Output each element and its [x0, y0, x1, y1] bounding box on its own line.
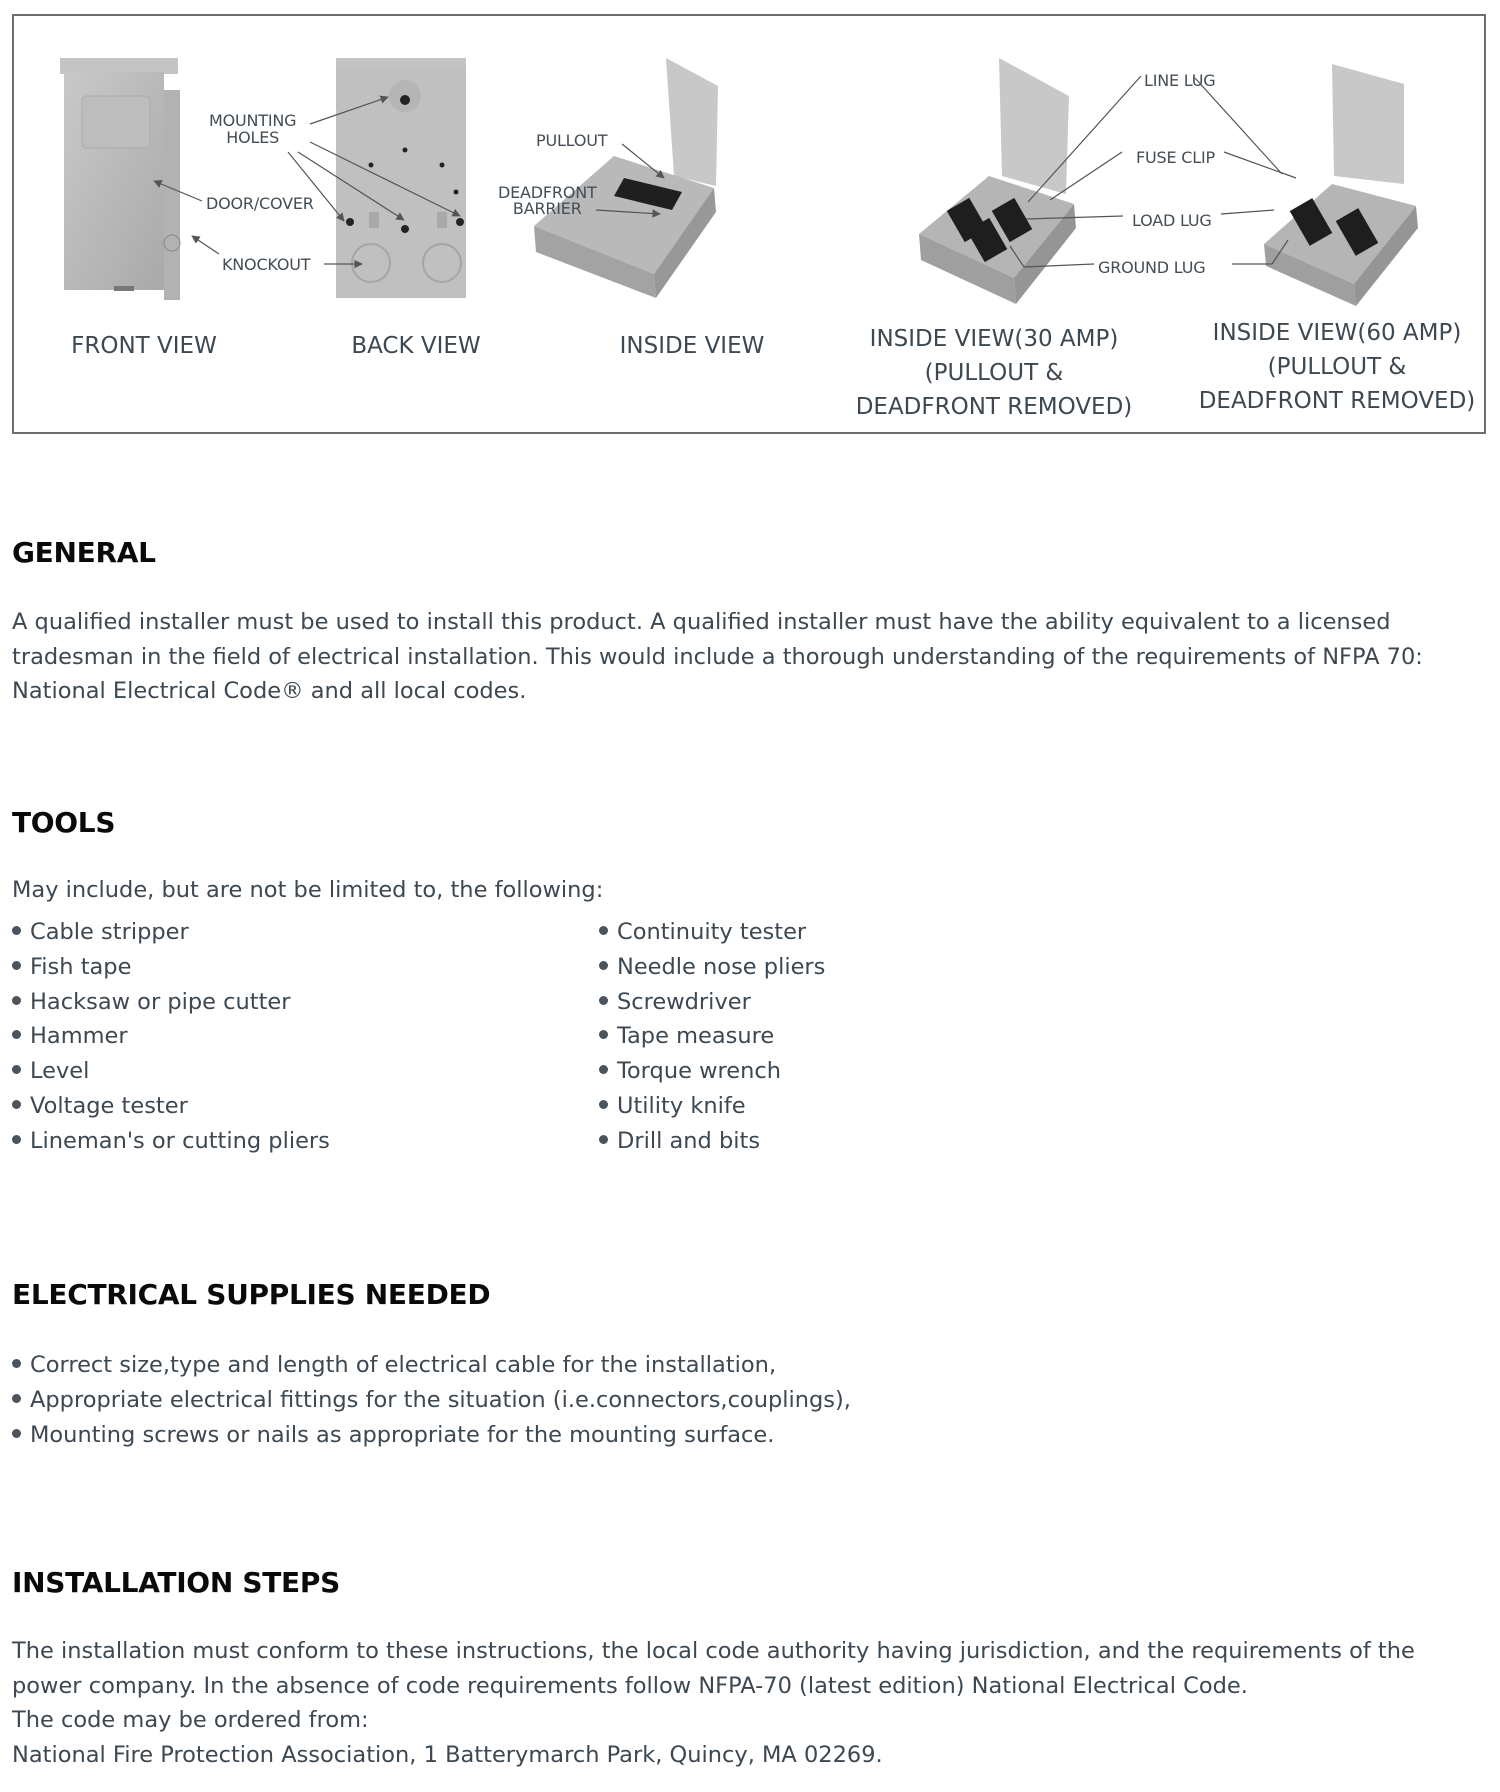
heading-general: GENERAL [12, 536, 156, 569]
tools-list-left [12, 915, 330, 1159]
caption-line: FRONT VIEW [71, 333, 217, 359]
caption-inside-view-60amp [1187, 316, 1487, 418]
tools-list-right [599, 915, 825, 1159]
tool-label: Screwdriver [617, 988, 751, 1015]
callout-deadfront-line1: DEADFRONT [498, 183, 597, 202]
tool-label: Needle nose pliers [617, 953, 826, 980]
supply-label: Mounting screws or nails as appropriate for the mounting surface. [30, 1421, 775, 1448]
list-item [599, 1124, 825, 1159]
callout-fuse-clip: FUSE CLIP [1136, 148, 1215, 167]
list-item [12, 1418, 851, 1453]
bullet-icon [599, 996, 608, 1005]
bullet-icon [599, 926, 608, 935]
list-item [599, 1054, 825, 1089]
tool-label: Cable stripper [30, 919, 189, 945]
tool-label: Voltage tester [30, 1092, 188, 1119]
list-item [599, 950, 825, 985]
installation-line: The installation must conform to these instructions, the local code authority having jurisdiction, and the requirements of the power company. In the absence of code requirements follow NFPA-70 (latest edition) National Electrical Code. [12, 1638, 1415, 1699]
tool-label: Hammer [30, 1023, 128, 1050]
caption-front-view [44, 329, 244, 363]
caption-inside-view [592, 329, 792, 363]
tool-label: Continuity tester [617, 919, 807, 945]
tool-label: Torque wrench [617, 1058, 781, 1085]
callout-ground-lug: GROUND LUG [1098, 258, 1206, 277]
caption-line: INSIDE VIEW [619, 333, 765, 359]
caption-line: INSIDE VIEW(60 AMP) [1212, 320, 1462, 346]
installation-line: National Fire Protection Association, 1 Batterymarch Park, Quincy, MA 02269. [12, 1741, 883, 1768]
caption-line: DEADFRONT REMOVED) [855, 394, 1133, 420]
list-item [599, 1089, 825, 1124]
list-item [599, 1019, 825, 1054]
tool-label: Tape measure [617, 1023, 775, 1050]
list-item [12, 1089, 330, 1124]
tool-label: Drill and bits [617, 1127, 761, 1154]
product-views-figure [12, 14, 1486, 434]
heading-installation-steps: INSTALLATION STEPS [12, 1566, 340, 1599]
bullet-icon [12, 1429, 21, 1438]
bullet-icon [12, 1359, 21, 1368]
supplies-list [12, 1348, 851, 1452]
bullet-icon [12, 1135, 21, 1144]
bullet-icon [12, 1394, 21, 1403]
list-item [12, 1124, 330, 1159]
bullet-icon [12, 961, 21, 970]
list-item [12, 950, 330, 985]
installation-body [12, 1634, 1487, 1772]
callout-line-lug: LINE LUG [1144, 71, 1216, 90]
tool-label: Lineman's or cutting pliers [30, 1127, 330, 1154]
list-item [599, 985, 825, 1020]
callout-mounting-line1: MOUNTING [209, 111, 297, 130]
callout-deadfront-barrier [498, 184, 597, 217]
bullet-icon [599, 1100, 608, 1109]
inside-view-enclosure [534, 58, 718, 298]
callout-mounting-line2: HOLES [226, 128, 280, 147]
bullet-icon [12, 926, 21, 935]
front-view-enclosure [60, 58, 180, 300]
callout-mounting-holes [209, 112, 296, 146]
caption-back-view [316, 329, 516, 363]
inside-view-30amp-enclosure [919, 58, 1076, 304]
caption-line: BACK VIEW [351, 333, 481, 359]
tools-intro: May include, but are not be limited to, the following: [12, 877, 604, 903]
callout-knockout: KNOCKOUT [222, 255, 311, 274]
list-item [12, 1019, 330, 1054]
heading-electrical-supplies: ELECTRICAL SUPPLIES NEEDED [12, 1278, 491, 1311]
tool-label: Hacksaw or pipe cutter [30, 988, 291, 1015]
installation-line: The code may be ordered from: [12, 1707, 369, 1733]
list-item [12, 1383, 851, 1418]
bullet-icon [12, 996, 21, 1005]
bullet-icon [12, 1100, 21, 1109]
caption-line: DEADFRONT REMOVED) [1198, 388, 1476, 414]
back-view-enclosure [336, 58, 466, 298]
bullet-icon [12, 1065, 21, 1074]
inside-view-60amp-enclosure [1264, 64, 1418, 306]
list-item [12, 985, 330, 1020]
tool-label: Level [30, 1058, 90, 1085]
tool-label: Fish tape [30, 953, 132, 980]
list-item [12, 1054, 330, 1089]
list-item [599, 915, 825, 950]
list-item [12, 915, 330, 950]
heading-tools: TOOLS [12, 806, 116, 839]
callout-door-cover: DOOR/COVER [206, 194, 314, 213]
caption-line: (PULLOUT & [924, 360, 1064, 386]
tool-label: Utility knife [617, 1092, 746, 1119]
bullet-icon [599, 1135, 608, 1144]
bullet-icon [599, 1030, 608, 1039]
bullet-icon [12, 1030, 21, 1039]
general-paragraph: A qualified installer must be used to install this product. A qualified installer must have the ability equivalent to a licensed tradesman in the field of electrical installation. This would include a thorough understanding of the requirements of NFPA 70: National Electrical Code® and all local codes. [12, 609, 1423, 704]
list-item [12, 1348, 851, 1383]
supply-label: Appropriate electrical fittings for the situation (i.e.connectors,couplings), [30, 1386, 851, 1413]
supply-label: Correct size,type and length of electrical cable for the installation, [30, 1352, 777, 1378]
callout-pullout: PULLOUT [536, 131, 608, 150]
caption-line: (PULLOUT & [1267, 354, 1407, 380]
caption-line: INSIDE VIEW(30 AMP) [869, 326, 1119, 352]
callout-leaders [154, 76, 1296, 267]
bullet-icon [599, 1065, 608, 1074]
caption-inside-view-30amp [844, 322, 1144, 424]
bullet-icon [599, 961, 608, 970]
callout-load-lug: LOAD LUG [1132, 211, 1212, 230]
callout-deadfront-line2: BARRIER [512, 199, 582, 218]
